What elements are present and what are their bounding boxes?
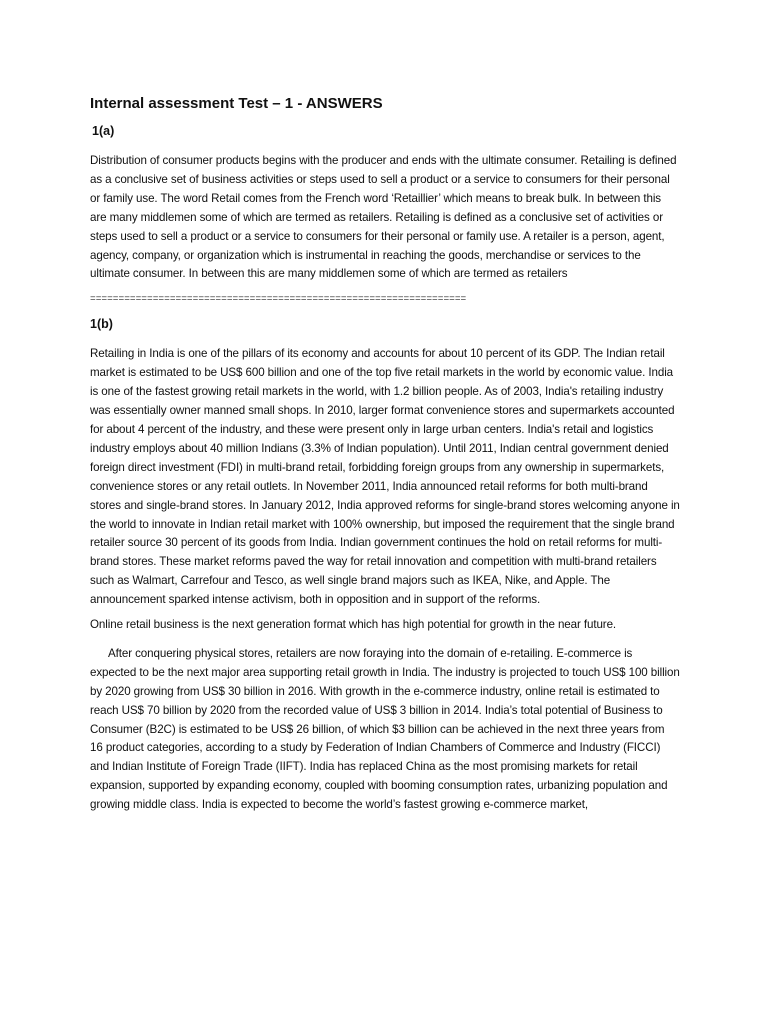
answer-paragraph-1b-2: Online retail business is the next generation format which has high potential for growth in the near future. [90, 618, 617, 632]
separator-line: ================================================================== [90, 293, 467, 305]
question-label-1a: 1(a) [92, 124, 115, 138]
answer-paragraph-1b-1: Retailing in India is one of the pillars of its economy and accounts for about 10 percent of its GDP. The Indian retail market is estimated to be US$ 600 billion and one of the top five retail markets in the world by economic value. India is one of the fastest growing retail markets in the world, with 1.2 billion people. As of 2003, India's retailing industry was essentially owner manned small shops. In 2010, larger format convenience stores and supermarkets accounted for about 4 percent of the industry, and these were present only in large urban centers. India's retail and logistics industry employs about 40 million Indians (3.3% of Indian population). Until 2011, Indian central government denied foreign direct investment (FDI) in multi-brand retail, forbidding foreign groups from any ownership in supermarkets, convenience stores or any retail outlets. In November 2011, India announced retail reforms for both multi-brand stores and single-brand stores. In January 2012, India approved reforms for single-brand stores welcoming anyone in the world to innovate in Indian retail market with 100% ownership, but imposed the requirement that the single brand retailer source 30 percent of its goods from India. Indian government continues the hold on retail reforms for multi-brand stores. These market reforms paved the way for retail innovation and competition with multi-brand retailers such as Walmart, Carrefour and Tesco, as well single brand majors such as IKEA, Nike, and Apple. The announcement sparked intense activism, both in opposition and in support of the reforms. [90, 347, 680, 607]
answer-paragraph-1a: Distribution of consumer products begins with the producer and ends with the ultimate consumer. Retailing is defined as a conclusive set of business activities or steps used to sell a product or a service to consumers for their personal or family use. The word Retail comes from the French word ‘Retaillier’ which means to break bulk. In between this are many middlemen some of which are termed as retailers. Retailing is defined as a conclusive set of activities or steps used to sell a product or a service to consumers for their personal or family use. A retailer is a person, agent, agency, company, or organization which is instrumental in reaching the goods, merchandise or services to the ultimate consumer. In between this are many middlemen some of which are termed as retailers [90, 154, 677, 281]
question-label-1b: 1(b) [90, 317, 113, 332]
document-content [90, 94, 680, 821]
page-title: Internal assessment Test – 1 - ANSWERS [90, 95, 383, 112]
answer-paragraph-1b-3: After conquering physical stores, retailers are now foraying into the domain of e-retailing. E-commerce is expected to be the next major area supporting retail growth in India. The industry is projected to touch US$ 100 billion by 2020 growing from US$ 30 billion in 2016. With growth in the e-commerce industry, online retail is estimated to reach US$ 70 billion by 2020 from the recorded value of US$ 3 billion in 2014. India’s total potential of Business to Consumer (B2C) is estimated to be US$ 26 billion, of which $3 billion can be achieved in the next three years from 16 product categories, according to a study by Federation of Indian Chambers of Commerce and Industry (FICCI) and Indian Institute of Foreign Trade (IIFT). India has replaced China as the most promising markets for retail expansion, supported by expanding economy, coupled with booming consumption rates, urbanizing population and growing middle class. India is expected to become the world’s fastest growing e-commerce market, [90, 646, 680, 812]
